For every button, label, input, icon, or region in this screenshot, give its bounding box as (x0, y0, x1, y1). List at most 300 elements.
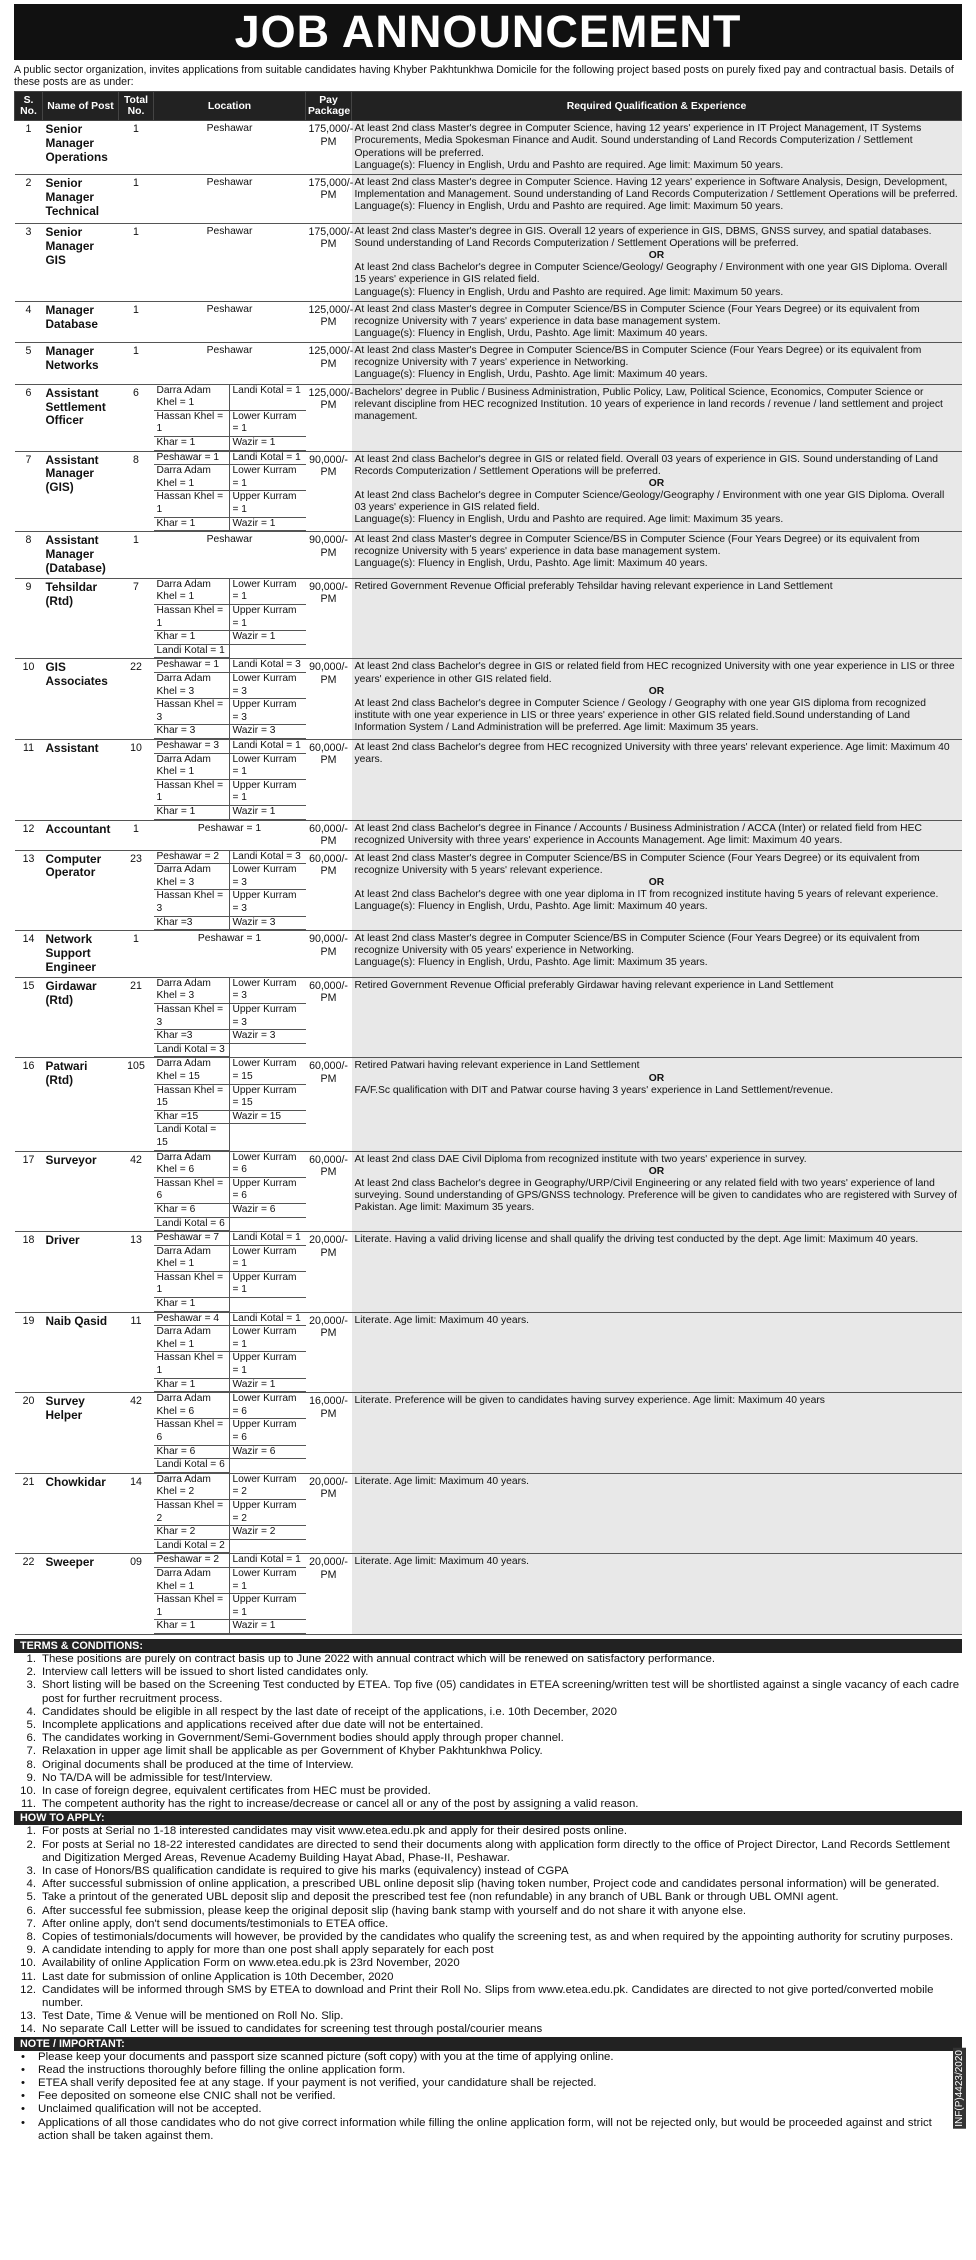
job-total: 1 (119, 301, 154, 342)
note-item-text: Please keep your documents and passport size scanned picture (soft copy) with you at the time of applying online. (38, 2050, 614, 2063)
location-entry: Upper Kurram = 6 (230, 1178, 306, 1204)
job-row (15, 1554, 962, 1635)
job-pay: 20,000/- PM (306, 1232, 352, 1313)
term-item-text: Original documents shall be produced at the time of Interview. (42, 1758, 354, 1771)
location-entry: Lower Kurram = 15 (230, 1058, 306, 1084)
job-total: 1 (119, 223, 154, 301)
qualification-line: At least 2nd class Master's degree in Computer Science/BS in Computer Science (Four Years Degree) or its equivalent from recognize University with 7 years' experience in data base management system. (354, 303, 920, 327)
qualification-line: Bachelors' degree in Public / Business Administration, Public Policy, Law, Political Science, Economics, Computer Science or relevant discipline from HEC recognized Institution. 10 years of experience in land records / revenue / land settlement and project management. (354, 386, 943, 422)
job-post-name: Survey Helper (43, 1393, 119, 1474)
qualification-line: At least 2nd class Bachelor's degree in GIS or related field from HEC recognized University with one year experience in LIS or three years' experience in other GIS related field. (354, 661, 955, 685)
location-entry: Hassan Khel = 6 (154, 1178, 230, 1204)
location-entry: Hassan Khel = 1 (154, 1594, 230, 1620)
note-item-text: Fee deposited on someone else CNIC shall not be verified. (38, 2090, 336, 2103)
job-qualification (352, 384, 962, 451)
or-separator: OR (648, 250, 665, 262)
term-item (14, 1679, 962, 1705)
location-entry: Hassan Khel = 3 (154, 890, 230, 916)
apply-item (14, 1931, 962, 1944)
location-entry: Hassan Khel = 3 (154, 1004, 230, 1030)
job-location-cell (154, 1151, 306, 1232)
item-number: 9. (26, 1771, 36, 1784)
or-separator: OR (648, 1072, 665, 1084)
qualification-line: At least 2nd class DAE Civil Diploma from recognized institute with two years' experience in survey. (354, 1153, 807, 1165)
job-sno: 13 (15, 850, 43, 931)
job-location-cell (154, 1058, 306, 1151)
location-entry: Lower Kurram = 1 (230, 1568, 306, 1594)
location-grid (154, 851, 306, 931)
job-sno: 9 (15, 578, 43, 659)
location-entry: Wazir = 1 (230, 1620, 306, 1634)
job-sno: 12 (15, 820, 43, 850)
location-entry: Khar =3 (154, 917, 230, 931)
location-entry: Darra Adam Khel = 1 (154, 1326, 230, 1352)
qualification-line: At least 2nd class Master's degree in Computer Science/BS in Computer Science (Four Years Degree) or its equivalent from recognize University with 5 years' relevant experience. (354, 852, 920, 876)
qualification-line: Language(s): Fluency in English, Urdu, Pashto. Age limit: Maximum 35 years. (354, 957, 708, 969)
location-entry: Lower Kurram = 1 (230, 411, 306, 437)
header-qualification: Required Qualification & Experience (352, 92, 962, 121)
page-title: JOB ANNOUNCEMENT (14, 4, 962, 60)
apply-item-text: After successful fee submission, please keep the original deposit slip (having bank stamp with yourself and do not share it with anyone else. (42, 1904, 747, 1917)
apply-item-text: Availability of online Application Form on www.etea.edu.pk is 23rd November, 2020 (42, 1957, 460, 1970)
job-sno: 3 (15, 223, 43, 301)
job-post-name: Network Support Engineer (43, 931, 119, 978)
location-entry: Upper Kurram = 3 (230, 890, 306, 916)
location-entry: Peshawar = 2 (154, 1554, 230, 1568)
location-entry (230, 1540, 306, 1554)
location-grid (154, 1058, 306, 1150)
job-location-cell (154, 977, 306, 1058)
job-row (15, 1232, 962, 1313)
apply-item-text: No separate Call Letter will be issued to candidates for screening test through postal/courier means (42, 2023, 543, 2036)
bullet-marker: • (21, 2090, 25, 2103)
location-grid (154, 1152, 306, 1232)
job-total: 1 (119, 174, 154, 223)
bullet-marker: • (21, 2063, 25, 2076)
location-text: Peshawar = 1 (197, 933, 262, 945)
apply-item-text: After successful submission of online application, a prescribed UBL online deposit slip (having token number, Project code and candidates personal information) will be generated. (42, 1878, 940, 1891)
location-entry: Darra Adam Khel = 15 (154, 1058, 230, 1084)
location-entry: Upper Kurram = 1 (230, 605, 306, 631)
location-entry: Khar =15 (154, 1111, 230, 1125)
job-sno: 17 (15, 1151, 43, 1232)
location-entry: Darra Adam Khel = 6 (154, 1393, 230, 1419)
job-row (15, 121, 962, 175)
location-entry: Landi Kotal = 1 (230, 1554, 306, 1568)
term-item-text: No TA/DA will be admissible for test/Interview. (42, 1771, 273, 1784)
job-total: 1 (119, 820, 154, 850)
job-total: 1 (119, 343, 154, 384)
note-item-text: Read the instructions thoroughly before filling the online application form. (38, 2063, 406, 2076)
location-entry: Landi Kotal = 1 (230, 1313, 306, 1327)
job-post-name: Senior Manager GIS (43, 223, 119, 301)
qualification-line: Language(s): Fluency in English, Urdu and Pashto are required. Age limit: Maximum 50 years. (354, 201, 784, 213)
term-item (14, 1785, 962, 1798)
header-post: Name of Post (43, 92, 119, 121)
job-total: 6 (119, 384, 154, 451)
job-total: 09 (119, 1554, 154, 1635)
job-qualification (352, 1058, 962, 1151)
job-post-name: Girdawar (Rtd) (43, 977, 119, 1058)
bullet-marker: • (21, 2103, 25, 2116)
job-location-cell (154, 1312, 306, 1393)
job-qualification (352, 1393, 962, 1474)
location-entry: Wazir = 3 (230, 1030, 306, 1044)
qualification-line: At least 2nd class Bachelor's degree in Computer Science/Geology/Geography / Environment with one year GIS Diploma. Overall 03 years' experience in GIS related field. (354, 489, 945, 514)
job-qualification (352, 1151, 962, 1232)
job-sno: 4 (15, 301, 43, 342)
qualification-line: At least 2nd class Bachelor's degree in Computer Science/Geology/ Geography / Environment with one year GIS Diploma. Overall 15 years' experience in GIS related field. (354, 262, 948, 286)
terms-list (14, 1653, 962, 1811)
job-post-name: Tehsildar (Rtd) (43, 578, 119, 659)
location-entry: Khar = 1 (154, 518, 230, 532)
apply-list (14, 1825, 962, 2036)
location-entry: Upper Kurram = 1 (230, 1594, 306, 1620)
bullet-marker: • (21, 2077, 25, 2089)
note-item (14, 2077, 962, 2090)
qualification-line: At least 2nd class Bachelor's degree from HEC recognized University with three years' relevant experience. Age limit: Maximum 40 years. (354, 741, 950, 766)
job-row (15, 659, 962, 740)
term-item (14, 1719, 962, 1732)
term-item (14, 1745, 962, 1758)
term-item-text: Candidates should be eligible in all respect by the last date of receipt of the applications, i.e. 10th December, 2020 (42, 1705, 617, 1718)
qualification-line: At least 2nd class Master's degree in GIS. Overall 12 years of experience in GIS, DBMS, GNSS survey, and spatial databases. Sound understanding of Land Records Computerization / Settlement Operations will be preferred. (354, 225, 932, 250)
apply-item-text: After online apply, don't send documents/testimonials to ETEA office. (42, 1917, 389, 1930)
location-entry: Landi Kotal = 1 (230, 740, 306, 754)
apply-item-text: Test Date, Time & Venue will be mentioned on Roll No. Slip. (42, 2010, 344, 2023)
item-number: 2. (26, 1838, 36, 1851)
term-item (14, 1798, 962, 1811)
location-entry: Khar = 1 (154, 806, 230, 820)
qualification-line: At least 2nd class Bachelor's degree in Computer Science / Geology / Geography with one year GIS diploma from recognized institute with one year experience in LIS or three years' experience in other GIS related field.Sound understanding of Land Information System / Land Administration will be preferred. Age limit: Maximum 35 years. (354, 697, 926, 734)
job-location-cell (154, 301, 306, 342)
location-entry: Khar = 1 (154, 1298, 230, 1312)
location-entry: Lower Kurram = 1 (230, 465, 306, 491)
job-total: 42 (119, 1151, 154, 1232)
job-qualification (352, 532, 962, 579)
location-entry: Lower Kurram = 3 (230, 978, 306, 1004)
location-text: Peshawar (206, 303, 253, 315)
terms-heading: TERMS & CONDITIONS: (14, 1639, 962, 1653)
location-entry: Landi Kotal = 3 (230, 659, 306, 673)
job-pay: 175,000/- PM (306, 121, 352, 175)
job-post-name: Surveyor (43, 1151, 119, 1232)
location-entry: Landi Kotal = 3 (230, 851, 306, 865)
job-row (15, 1312, 962, 1393)
location-entry: Lower Kurram = 1 (230, 1246, 306, 1272)
item-number: 2. (26, 1666, 36, 1679)
job-row (15, 977, 962, 1058)
location-grid (154, 579, 306, 659)
location-entry: Peshawar = 1 (154, 659, 230, 673)
job-post-name: Senior Manager Technical (43, 174, 119, 223)
qualification-line: At least 2nd class Master's degree in Computer Science, having 12 years' experience in IT Project Management, IT Systems Procurements, Media Spokesman Finance and Audit. Sound understanding of Land Records Computerization / Settlement Operations will be preferred. (354, 123, 922, 159)
location-entry: Darra Adam Khel = 1 (154, 579, 230, 605)
location-entry: Upper Kurram = 3 (230, 1004, 306, 1030)
apply-item (14, 1971, 962, 1984)
job-row (15, 532, 962, 579)
location-entry: Khar = 6 (154, 1446, 230, 1460)
job-location-cell (154, 451, 306, 532)
location-entry (230, 1124, 306, 1150)
qualification-line: Language(s): Fluency in English, Urdu, Pashto. Age limit: Maximum 40 years. (354, 558, 708, 570)
location-entry: Hassan Khel = 1 (154, 780, 230, 806)
location-grid (154, 452, 306, 532)
term-item-text: Incomplete applications and applications received after due date will not be entertained. (42, 1718, 484, 1731)
job-total: 7 (119, 578, 154, 659)
location-entry: Hassan Khel = 1 (154, 411, 230, 437)
location-entry: Wazir = 1 (230, 437, 306, 451)
qualification-line: FA/F.Sc qualification with DIT and Patwar course having 3 years' experience in Land Settlement/revenue. (354, 1084, 834, 1096)
apply-item (14, 1905, 962, 1918)
job-location-cell (154, 578, 306, 659)
item-number: 1. (26, 1825, 36, 1838)
location-entry: Upper Kurram = 6 (230, 1419, 306, 1445)
job-qualification (352, 739, 962, 820)
location-entry: Khar =3 (154, 1030, 230, 1044)
apply-item (14, 1891, 962, 1904)
item-number: 10. (20, 1957, 36, 1970)
location-entry: Peshawar = 7 (154, 1232, 230, 1246)
location-entry: Hassan Khel = 1 (154, 1272, 230, 1298)
location-entry: Lower Kurram = 3 (230, 864, 306, 890)
job-pay: 16,000/- PM (306, 1393, 352, 1474)
note-item-text: Unclaimed qualification will not be accepted. (38, 2103, 262, 2116)
qualification-line: Retired Government Revenue Official preferably Girdawar having relevant experience in Land Settlement (354, 979, 834, 991)
term-item-text: The competent authority has the right to increase/decrease or cancel all or any of the post by assigning a valid reason. (42, 1798, 639, 1811)
job-total: 1 (119, 931, 154, 978)
apply-item-text: For posts at Serial no 1-18 interested candidates may visit www.etea.edu.pk and apply for their desired posts online. (42, 1825, 628, 1838)
item-number: 5. (26, 1891, 36, 1904)
note-item (14, 2051, 962, 2064)
job-sno: 18 (15, 1232, 43, 1313)
job-location-cell (154, 820, 306, 850)
job-sno: 7 (15, 451, 43, 532)
location-entry: Landi Kotal = 2 (154, 1540, 230, 1554)
job-location-cell (154, 343, 306, 384)
qualification-line: Literate. Having a valid driving license and shall qualify the driving test conducted by the dept. Age limit: Maximum 40 years. (354, 1234, 919, 1246)
job-total: 13 (119, 1232, 154, 1313)
term-item-text: The candidates working in Government/Semi-Government bodies should apply through proper channel. (42, 1732, 564, 1745)
term-item-text: Relaxation in upper age limit shall be applicable as per Government of Khyber Pakhtunkhwa Policy. (42, 1745, 543, 1758)
apply-item-text: For posts at Serial no 18-22 interested candidates are directed to send their documents along with application form directly to the office of Project Director, Land Records Settlement and Digitization Merged Areas, Revenue Academy Building Hayat Abad, Phase-II, Peshawar. (42, 1838, 950, 1864)
location-entry: Khar = 3 (154, 725, 230, 739)
location-entry: Wazir = 2 (230, 1526, 306, 1540)
reference-id: INF(P)4423/2020 (954, 2050, 965, 2128)
location-entry: Landi Kotal = 1 (230, 452, 306, 466)
job-total: 11 (119, 1312, 154, 1393)
job-row (15, 384, 962, 451)
location-entry: Upper Kurram = 3 (230, 699, 306, 725)
apply-item (14, 1865, 962, 1878)
apply-item-text: Take a printout of the generated UBL deposit slip and deposit the prescribed test fee (non refundable) in any branch of UBL Bank or through UBL OMNI agent. (42, 1891, 839, 1904)
job-pay: 175,000/- PM (306, 223, 352, 301)
job-qualification (352, 1232, 962, 1313)
job-row (15, 850, 962, 931)
item-number: 13. (20, 2010, 36, 2023)
item-number: 6. (26, 1904, 36, 1917)
location-entry: Upper Kurram = 15 (230, 1085, 306, 1111)
location-grid (154, 659, 306, 739)
qualification-line: Language(s): Fluency in English, Urdu, Pashto. Age limit: Maximum 40 years. (354, 328, 708, 340)
location-entry: Wazir = 1 (230, 1379, 306, 1393)
note-item (14, 2103, 962, 2116)
job-location-cell (154, 850, 306, 931)
location-entry: Peshawar = 3 (154, 740, 230, 754)
location-entry: Lower Kurram = 6 (230, 1152, 306, 1178)
header-total: Total No. (119, 92, 154, 121)
job-sno: 5 (15, 343, 43, 384)
job-qualification (352, 1554, 962, 1635)
job-post-name: Assistant (43, 739, 119, 820)
apply-item (14, 1984, 962, 2010)
job-sno: 15 (15, 977, 43, 1058)
job-post-name: Assistant Settlement Officer (43, 384, 119, 451)
location-entry (230, 1459, 306, 1473)
job-total: 14 (119, 1473, 154, 1554)
job-row (15, 451, 962, 532)
job-sno: 6 (15, 384, 43, 451)
location-entry: Wazir = 6 (230, 1446, 306, 1460)
location-entry: Khar = 1 (154, 1379, 230, 1393)
job-total: 8 (119, 451, 154, 532)
job-sno: 20 (15, 1393, 43, 1474)
location-entry: Darra Adam Khel = 1 (154, 1246, 230, 1272)
job-pay: 90,000/- PM (306, 931, 352, 978)
term-item (14, 1732, 962, 1745)
job-pay: 60,000/- PM (306, 1058, 352, 1151)
note-item (14, 2117, 962, 2143)
location-entry: Darra Adam Khel = 3 (154, 978, 230, 1004)
qualification-line: Literate. Age limit: Maximum 40 years. (354, 1556, 530, 1568)
job-qualification (352, 820, 962, 850)
location-grid (154, 385, 306, 451)
job-post-name: Assistant Manager (GIS) (43, 451, 119, 532)
job-total: 21 (119, 977, 154, 1058)
job-post-name: Driver (43, 1232, 119, 1313)
item-number: 11. (21, 1970, 36, 1983)
item-number: 14. (20, 2023, 36, 2036)
job-qualification (352, 301, 962, 342)
qualification-line: Literate. Preference will be given to candidates having survey experience. Age limit: Maximum 40 years (354, 1395, 825, 1407)
job-sno: 21 (15, 1473, 43, 1554)
job-row (15, 931, 962, 978)
term-item (14, 1653, 962, 1666)
job-qualification (352, 1312, 962, 1393)
location-entry: Landi Kotal = 3 (154, 1044, 230, 1058)
job-location-cell (154, 931, 306, 978)
job-qualification (352, 223, 962, 301)
job-qualification (352, 850, 962, 931)
header-sno: S. No. (15, 92, 43, 121)
header-pay: Pay Package (306, 92, 352, 121)
item-number: 3. (26, 1679, 36, 1692)
job-qualification (352, 174, 962, 223)
term-item (14, 1759, 962, 1772)
job-post-name: GIS Associates (43, 659, 119, 740)
location-entry: Hassan Khel = 1 (154, 491, 230, 517)
job-row (15, 1393, 962, 1474)
job-row (15, 174, 962, 223)
item-number: 9. (26, 1944, 36, 1957)
job-pay: 20,000/- PM (306, 1473, 352, 1554)
job-location-cell (154, 1473, 306, 1554)
intro-text: A public sector organization, invites applications from suitable candidates having Khyber Pakhtunkhwa Domicile for the following project based posts on purely fixed pay and contractual basis. Details of these posts are as under: (14, 64, 954, 89)
apply-item (14, 1839, 962, 1865)
location-entry: Wazir = 3 (230, 725, 306, 739)
jobs-body (15, 121, 962, 1635)
qualification-line: Language(s): Fluency in English, Urdu, Pashto. Age limit: Maximum 40 years. (354, 369, 708, 381)
job-pay: 60,000/- PM (306, 977, 352, 1058)
job-pay: 20,000/- PM (306, 1312, 352, 1393)
job-sno: 8 (15, 532, 43, 579)
qualification-line: Language(s): Fluency in English, Urdu and Pashto are required. Age limit: Maximum 50 years. (354, 286, 784, 298)
job-sno: 16 (15, 1058, 43, 1151)
qualification-line: Retired Government Revenue Official preferably Tehsildar having relevant experience in Land Settlement (354, 580, 833, 592)
job-row (15, 1151, 962, 1232)
item-number: 7. (26, 1745, 36, 1758)
item-number: 1. (26, 1652, 36, 1665)
location-entry: Lower Kurram = 1 (230, 579, 306, 605)
location-entry: Khar = 1 (154, 437, 230, 451)
job-pay: 90,000/- PM (306, 532, 352, 579)
location-entry: Wazir = 1 (230, 518, 306, 532)
job-total: 23 (119, 850, 154, 931)
job-post-name: Computer Operator (43, 850, 119, 931)
job-post-name: Assistant Manager (Database) (43, 532, 119, 579)
header-location: Location (154, 92, 306, 121)
job-qualification (352, 343, 962, 384)
location-entry: Darra Adam Khel = 6 (154, 1152, 230, 1178)
term-item (14, 1706, 962, 1719)
location-entry: Hassan Khel = 6 (154, 1419, 230, 1445)
location-entry: Upper Kurram = 1 (230, 491, 306, 517)
location-entry: Hassan Khel = 1 (154, 605, 230, 631)
qualification-line: Language(s): Fluency in English, Urdu and Pashto are required. Age limit: Maximum 50 years. (354, 159, 784, 171)
qualification-line: Retired Patwari having relevant experience in Land Settlement (354, 1060, 640, 1072)
location-entry: Lower Kurram = 6 (230, 1393, 306, 1419)
term-item-text: Interview call letters will be issued to short listed candidates only. (42, 1666, 369, 1679)
apply-item (14, 1957, 962, 1970)
qualification-line: At least 2nd class Master's degree in Computer Science/BS in Computer Science (Four Years Degree) or its equivalent from recognize University with 05 years' experience in Networking. (354, 933, 920, 957)
location-entry: Lower Kurram = 1 (230, 1326, 306, 1352)
location-entry: Wazir = 3 (230, 917, 306, 931)
location-entry: Upper Kurram = 2 (230, 1500, 306, 1526)
item-number: 7. (26, 1917, 36, 1930)
location-grid (154, 978, 306, 1058)
apply-item-text: Copies of testimonials/documents will however, be provided by the candidates who qualify the screening test, as and when required by the appointing authority for scrutiny purposes. (42, 1930, 954, 1943)
location-entry: Peshawar = 4 (154, 1313, 230, 1327)
location-entry: Hassan Khel = 15 (154, 1085, 230, 1111)
apply-item-text: Candidates will be informed through SMS by ETEA to download and Print their Roll No. Slips from www.etea.edu.pk. Candidates are directed to not give ported/converted mobile number. (42, 1983, 934, 2009)
job-sno: 2 (15, 174, 43, 223)
location-entry: Khar = 6 (154, 1204, 230, 1218)
location-entry: Darra Adam Khel = 1 (154, 1568, 230, 1594)
job-row (15, 820, 962, 850)
job-qualification (352, 931, 962, 978)
job-total: 1 (119, 532, 154, 579)
notes-list (14, 2051, 962, 2143)
location-entry: Upper Kurram = 1 (230, 1272, 306, 1298)
job-pay: 175,000/- PM (306, 174, 352, 223)
job-post-name: Senior Manager Operations (43, 121, 119, 175)
location-entry: Khar = 2 (154, 1526, 230, 1540)
location-grid (154, 1393, 306, 1473)
location-entry: Darra Adam Khel = 1 (154, 465, 230, 491)
qualification-line: At least 2nd class Bachelor's degree in GIS or related field. Overall 03 years of experience in GIS. Sound understanding of Land Records Computerization / Settlement Operations will be preferred. (354, 453, 939, 477)
item-number: 8. (26, 1930, 36, 1943)
location-entry: Darra Adam Khel = 3 (154, 673, 230, 699)
